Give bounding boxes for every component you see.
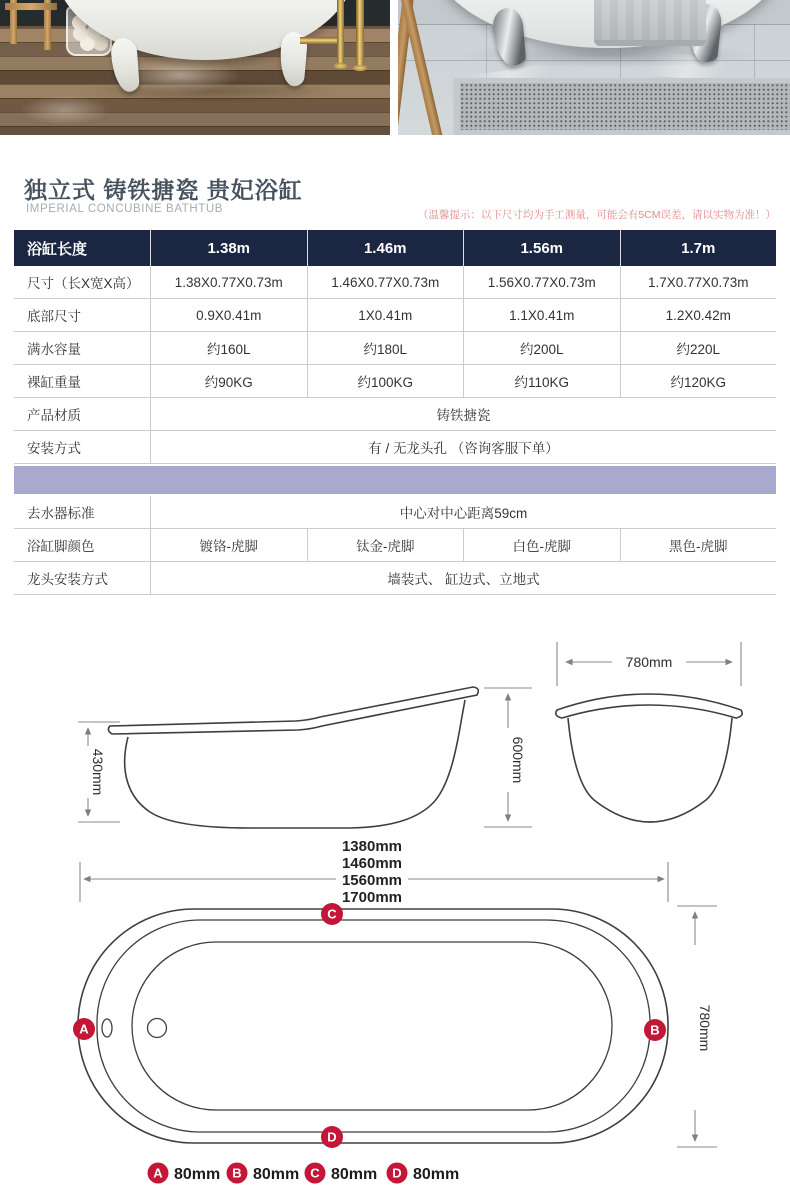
- spec-table: [14, 230, 776, 595]
- length-label-1380: 1380mm: [341, 838, 403, 855]
- marker-b-letter: B: [650, 1022, 660, 1038]
- row-value: 约180L: [307, 332, 464, 364]
- spec-header-col: 1.38m: [150, 230, 307, 266]
- row-label: 浴缸脚颜色: [27, 539, 95, 554]
- spec-header-col: 1.46m: [307, 230, 464, 266]
- tub-side-body: [125, 700, 465, 828]
- spec-row-faucet-mount: [14, 562, 776, 595]
- legend-d-letter: D: [392, 1165, 402, 1181]
- marker-legend: [148, 1163, 460, 1184]
- row-value: 1X0.41m: [307, 299, 464, 331]
- product-title: 独立式 铸铁搪瓷 贵妃浴缸: [24, 177, 303, 203]
- row-value: 黑色-虎脚: [620, 529, 777, 561]
- row-value: 镀铬-虎脚: [150, 529, 307, 561]
- spec-row-weight: [14, 365, 776, 398]
- legend-c-letter: C: [310, 1165, 320, 1181]
- back-height-dimension: [484, 688, 532, 827]
- row-value: 约110KG: [463, 365, 620, 397]
- row-label: 产品材质: [27, 408, 81, 423]
- dim-780end-label: 780mm: [625, 654, 673, 670]
- end-view: [556, 642, 742, 822]
- row-label: 满水容量: [27, 342, 81, 357]
- row-span-value: 中心对中心距离59cm: [150, 496, 776, 528]
- marker-c-letter: C: [327, 906, 337, 922]
- row-value: 1.46X0.77X0.73m: [307, 266, 464, 298]
- dimension-diagram: [0, 600, 790, 1200]
- spec-row-drain: [14, 496, 776, 529]
- row-value: 约200L: [463, 332, 620, 364]
- row-value: 1.38X0.77X0.73m: [150, 266, 307, 298]
- dim-600-label: 600mm: [510, 736, 526, 784]
- row-value: 约120KG: [620, 365, 777, 397]
- spec-header-label: 浴缸长度: [27, 240, 88, 258]
- row-value: 约100KG: [307, 365, 464, 397]
- marker-d: [321, 1126, 343, 1148]
- row-span-value: 有 / 无龙头孔 （咨询客服下单）: [150, 431, 776, 463]
- photo-clawfoot-tub-marble-floor: [398, 0, 790, 135]
- marker-d-letter: D: [327, 1129, 337, 1145]
- row-value: 1.7X0.77X0.73m: [620, 266, 777, 298]
- length-label-1460: 1460mm: [341, 855, 403, 872]
- brass-pipe: [356, 0, 364, 68]
- marker-a-letter: A: [79, 1021, 89, 1037]
- legend-item-d: [387, 1163, 460, 1184]
- row-span-value: 铸铁搪瓷: [150, 398, 776, 430]
- pipe-flange: [334, 63, 347, 69]
- row-label: 安装方式: [27, 441, 81, 456]
- tub-end-body: [568, 718, 732, 822]
- legend-d-value: 80mm: [413, 1166, 460, 1183]
- legend-c-value: 80mm: [331, 1166, 378, 1183]
- dim-430-label: 430mm: [90, 748, 106, 796]
- tub-end-rim: [556, 694, 742, 718]
- legend-item-b: [227, 1163, 300, 1184]
- measurement-note: （温馨提示：以下尺寸均为手工测量，可能会有5CM误差，请以实物为准！）: [417, 209, 776, 221]
- spec-header-col: 1.7m: [620, 230, 777, 266]
- legend-item-c: [305, 1163, 378, 1184]
- spec-row-dimensions: [14, 266, 776, 299]
- legend-a-letter: A: [153, 1165, 163, 1181]
- length-label-1700: 1700mm: [341, 889, 403, 906]
- brass-pipe: [300, 37, 342, 44]
- top-view: [73, 838, 717, 1148]
- marker-c: [321, 903, 343, 925]
- spec-row-capacity: [14, 332, 776, 365]
- row-label: 裸缸重量: [27, 375, 81, 390]
- towel-hem: [594, 40, 706, 46]
- row-value: 白色-虎脚: [463, 529, 620, 561]
- brass-pipe: [337, 0, 344, 66]
- pipe-flange: [353, 65, 367, 71]
- photo-clawfoot-tub-wood-floor: [0, 0, 390, 135]
- legend-item-a: [148, 1163, 221, 1184]
- marker-b: [644, 1019, 666, 1041]
- side-view: [78, 687, 478, 828]
- marker-a: [73, 1018, 95, 1040]
- legend-a-value: 80mm: [174, 1166, 221, 1183]
- row-label: 底部尺寸: [27, 309, 81, 324]
- row-value: 1.2X0.42m: [620, 299, 777, 331]
- row-value: 1.1X0.41m: [463, 299, 620, 331]
- jar-stones: [73, 26, 88, 41]
- stool-seat: [5, 3, 57, 10]
- spec-row-foot-color: [14, 529, 776, 562]
- row-label: 龙头安装方式: [27, 572, 108, 587]
- row-value: 约220L: [620, 332, 777, 364]
- product-subtitle: IMPERIAL CONCUBINE BATHTUB: [26, 203, 224, 215]
- row-value: 约160L: [150, 332, 307, 364]
- legend-b-value: 80mm: [253, 1166, 300, 1183]
- row-value: 1.56X0.77X0.73m: [463, 266, 620, 298]
- row-value: 0.9X0.41m: [150, 299, 307, 331]
- row-label: 去水器标准: [27, 506, 95, 521]
- spec-row-install: [14, 431, 776, 464]
- length-label-1560: 1560mm: [341, 872, 403, 889]
- row-span-value: 墙装式、 缸边式、立地式: [150, 562, 776, 594]
- row-value: 约90KG: [150, 365, 307, 397]
- spec-row-bottom-size: [14, 299, 776, 332]
- row-label: 尺寸（长X宽X高）: [27, 276, 140, 291]
- purple-divider-band: [14, 466, 776, 494]
- legend-b-letter: B: [232, 1165, 242, 1181]
- spec-row-material: [14, 398, 776, 431]
- row-value: 钛金-虎脚: [307, 529, 464, 561]
- spec-header-row: [14, 230, 776, 266]
- woven-mat: [455, 78, 790, 135]
- dim-width-label: 780mm: [697, 1004, 713, 1052]
- tub-side-rim: [108, 687, 478, 734]
- spec-header-col: 1.56m: [463, 230, 620, 266]
